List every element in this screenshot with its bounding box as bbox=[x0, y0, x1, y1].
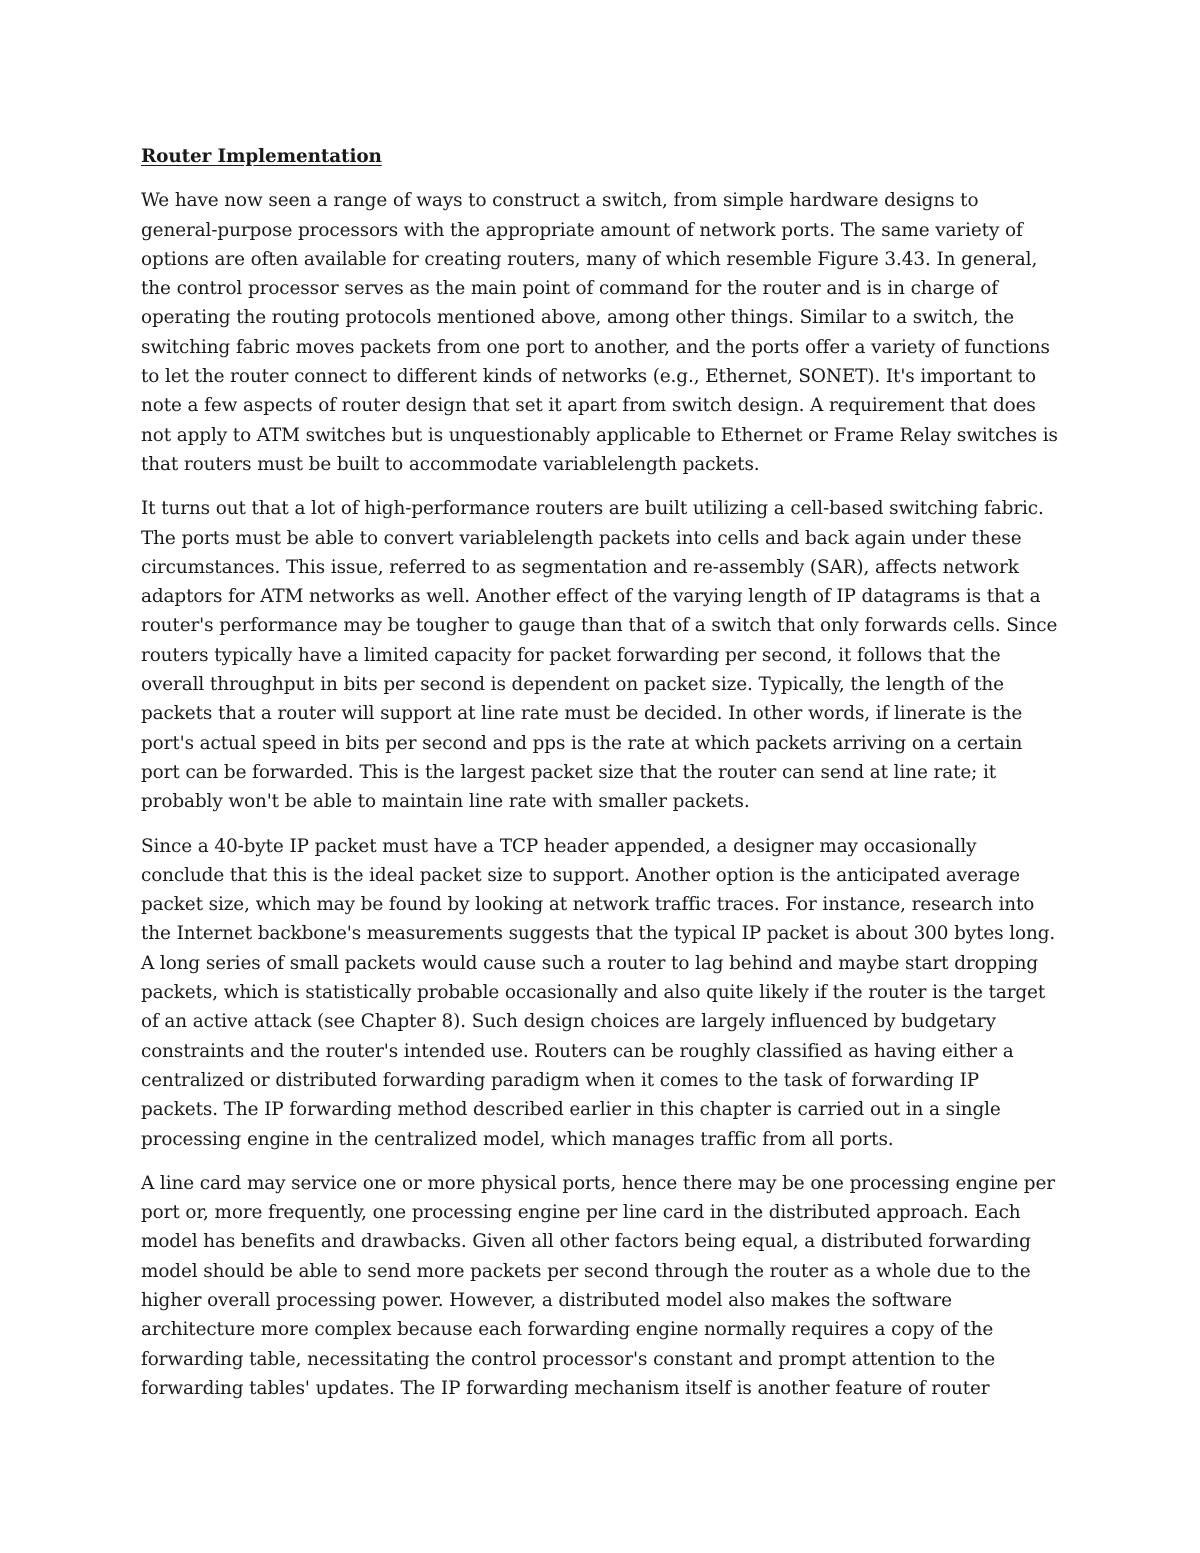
paragraph-4: A line card may service one or more physical ports, hence there may be one processing engine per port or, more frequently, one processing engine per line card in the distributed approach. Each model has benefits and drawbacks. Given all other factors being equal, a distributed forwarding model should be able to send more packets per second through the router as a whole due to the higher overall processing power. However, a distributed model also makes the software architecture more complex because each forwarding engine normally requires a copy of the forwarding table, necessitating the control processor's constant and prompt attention to the forwarding tables' updates. The IP forwarding mechanism itself is another feature of router bbox=[141, 1172, 1055, 1399]
paragraph-3: Since a 40-byte IP packet must have a TCP header appended, a designer may occasionally conclude that this is the ideal packet size to support. Another option is the anticipated average packet size, which may be found by looking at network traffic traces. For instance, research into the Internet backbone's measurements suggests that the typical IP packet is about 300 bytes long. A long series of small packets would cause such a router to lag behind and maybe start dropping packets, which is statistically probable occasionally and also quite likely if the router is the target of an active attack (see Chapter 8). Such design choices are largely influenced by budgetary constraints and the router's intended use. Routers can be roughly classified as having either a centralized or distributed forwarding paradigm when it comes to the task of forwarding IP packets. The IP forwarding method described earlier in this chapter is carried out in a single processing engine in the centralized model, which manages traffic from all ports. bbox=[141, 835, 1056, 1150]
paragraph-1: We have now seen a range of ways to construct a switch, from simple hardware designs to general-purpose processors with the appropriate amount of network ports. The same variety of options are often available for creating routers, many of which resemble Figure 3.43. In general, the control processor serves as the main point of command for the router and is in charge of operating the routing protocols mentioned above, among other things. Similar to a switch, the switching fabric moves packets from one port to another, and the ports offer a variety of functions to let the router connect to different kinds of networks (e.g., Ethernet, SONET). It's important to note a few aspects of router design that set it apart from switch design. A requirement that does not apply to ATM switches but is unquestionably applicable to Ethernet or Frame Relay switches is that routers must be built to accommodate variablelength packets. bbox=[141, 190, 1058, 475]
paragraph-2: It turns out that a lot of high-performance routers are built utilizing a cell-based switching fabric. The ports must be able to convert variablelength packets into cells and back again under these circumstances. This issue, referred to as segmentation and re-assembly (SAR), affects network adaptors for ATM networks as well. Another effect of the varying length of IP datagrams is that a router's performance may be tougher to gauge than that of a switch that only forwards cells. Since routers typically have a limited capacity for packet forwarding per second, it follows that the overall throughput in bits per second is dependent on packet size. Typically, the length of the packets that a router will support at line rate must be decided. In other words, if linerate is the port's actual speed in bits per second and pps is the rate at which packets arriving on a certain port can be forwarded. This is the largest packet size that the router can send at line rate; it probably won't be able to maintain line rate with smaller packets. bbox=[141, 498, 1058, 813]
page-title: Router Implementation bbox=[141, 146, 382, 167]
document-body bbox=[141, 142, 1059, 1418]
